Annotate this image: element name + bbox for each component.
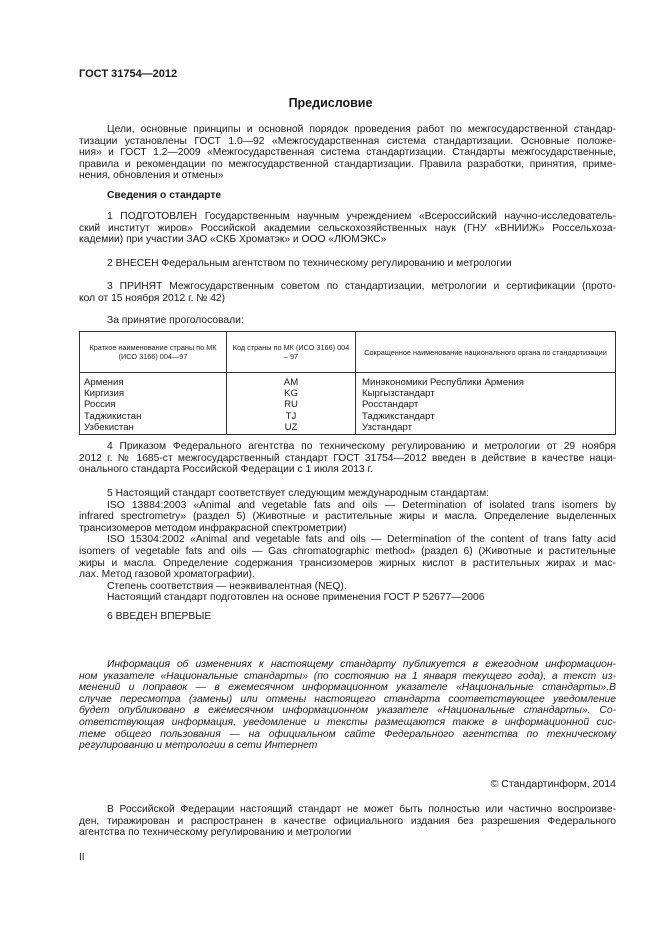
item-2-submitted: 2 ВНЕСЕН Федеральным агентством по техническому регулированию и метрологии bbox=[107, 258, 512, 269]
body-cell: Минэкономики Республики Армения bbox=[356, 373, 616, 389]
table-header-row bbox=[80, 332, 616, 373]
item-1-prepared: 1 ПОДГОТОВЛЕН Государственным научным учреждением «Всероссийский научно-исследователь- ский институт жиров» Российской академии сельскохозяйственных наук (ГНУ «ВНИИЖ» Россельхоза- кадемии) при участии ЗАО «СКБ Хроматэк» и ООО «ЛЮМЭКС» bbox=[79, 211, 616, 246]
change-notice: Информация об изменениях к настоящему стандарту публикуется в ежегодном информацион- ном указателе «Национальные стандарты» (по состоянию на 1 января текущего года), а текст из- менений и поправок — в ежемесячном информационном указателе «Национальные стандарты».В случае пересмотра (замены) или отмены настоящего стандарта соответствующее уведомление будет опубликовано в ежемесячном информационном указателе «Национальные стандарты». Со- ответствующая информация, уведомление и тексты размещаются также в информационной сис- теме общего пользования — на официальном сайте Федерального агентства по техническому регулированию и метрологии в сети Интернет bbox=[79, 659, 616, 752]
code-cell: TJ bbox=[227, 411, 356, 422]
code-cell: RU bbox=[227, 399, 356, 410]
copyright-line: © Стандартинформ, 2014 bbox=[490, 778, 616, 790]
column-header-body: Сокращенное наименование национального органа по стандартизации bbox=[356, 332, 616, 373]
info-heading: Сведения о стандарте bbox=[107, 190, 222, 201]
code-cell: UZ bbox=[227, 422, 356, 435]
body-cell: Кыргызстандарт bbox=[356, 388, 616, 399]
page-title: Предисловие bbox=[288, 96, 373, 110]
table-row bbox=[80, 373, 616, 389]
country-cell: Таджикистан bbox=[80, 411, 227, 422]
item-3-adopted: 3 ПРИНЯТ Межгосударственным советом по стандартизации, метрологии и сертификации (прото- кол от 15 ноября 2012 г. № 42) bbox=[79, 281, 616, 304]
page-number: II bbox=[79, 852, 85, 863]
body-cell: Росстандарт bbox=[356, 399, 616, 410]
table-row bbox=[80, 422, 616, 435]
body-cell: Таджикстандарт bbox=[356, 411, 616, 422]
vote-label: За принятие проголосовали: bbox=[107, 315, 244, 326]
country-cell: Армения bbox=[80, 373, 227, 389]
country-cell: Узбекистан bbox=[80, 422, 227, 435]
table-row bbox=[80, 399, 616, 410]
code-cell: KG bbox=[227, 388, 356, 399]
country-cell: Киргизия bbox=[80, 388, 227, 399]
column-header-country: Краткое наименование страны по МК (ИСО 3166) 004—97 bbox=[80, 332, 227, 373]
table-row bbox=[80, 388, 616, 399]
country-cell: Россия bbox=[80, 399, 227, 410]
item-5-international: 5 Настоящий стандарт соответствует следующим международным стандартам: ISO 13884:2003 «Animal and vegetable fats and oils — Determination of isolated trans isomers by infrared spectrometry» (раздел 5) (Животные и растительные жиры и масла. Определение выделенных трансизомеров методом инфракрасной спектрометрии) ISO 15304:2002 «Animal and vegetable fats and oils — Determination of the content of trans fatty acid isomers of vegetable fats and oils — Gas chromatographic method» (раздел 6) (Животные и растительные жиры и масла. Определение содержания трансизомеров жирных кислот в растительных жирах и мас- лах. Метод газовой хроматографии). Степень соответствия — неэквивалентная (NEQ). Настоящий стандарт подготовлен на основе применения ГОСТ Р 52677—2006 bbox=[79, 488, 616, 604]
intro-paragraph: Цели, основные принципы и основной порядок проведения работ по межгосударственной стандар- тизации установлены ГОСТ 1.0—92 «Межгосударственная система стандартизации. Основные положе- ния» и ГОСТ 1.2—2009 «Межгосударственная система стандартизации. Стандарты межгосударственные, правила и рекомендации по межгосударственной стандартизации. Правила разработки, принятия, приме- нения, обновления и отмены» bbox=[79, 124, 616, 182]
table-row bbox=[80, 411, 616, 422]
standard-code-header: ГОСТ 31754—2012 bbox=[79, 68, 178, 80]
code-cell: AM bbox=[227, 373, 356, 389]
item-6-introduced: 6 ВВЕДЕН ВПЕРВЫЕ bbox=[107, 611, 212, 622]
body-cell: Узстандарт bbox=[356, 422, 616, 435]
reproduction-restriction: В Российской Федерации настоящий стандарт не может быть полностью или частично воспроизве- ден, тиражирован и распространен в качестве официального издания без разрешения Федерального агентства по техническому регулированию и метрологии bbox=[79, 804, 616, 839]
voting-countries-table bbox=[79, 331, 616, 435]
item-4-order: 4 Приказом Федерального агентства по техническому регулированию и метрологии от 29 ноября 2012 г. № 1685-ст межгосударственный стандарт ГОСТ 31754—2012 введен в действие в качестве наци- онального стандарта Российской Федерации с 1 июля 2013 г. bbox=[79, 441, 616, 476]
column-header-code: Код страны по МК (ИСО 3166) 004 – 97 bbox=[227, 332, 356, 373]
